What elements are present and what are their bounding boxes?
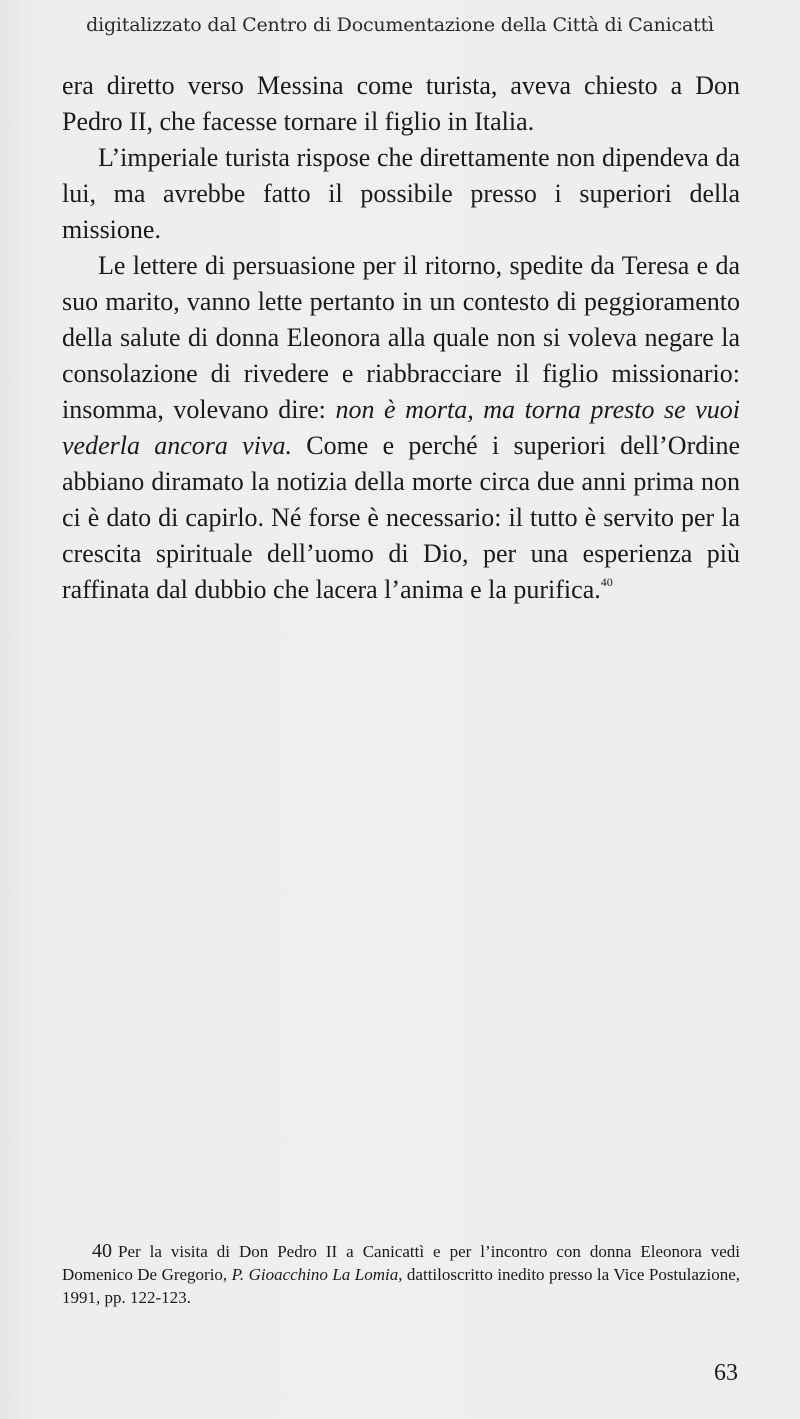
paragraph-3 (62, 248, 740, 608)
footnote-reference: 40 (600, 575, 613, 589)
paragraph-3-text-before: Le lettere di persuasione per il ritorno, spedite da Teresa e da suo marito, vanno lette pertanto in un contesto di peggioramento della salute di donna Eleonora alla quale non si voleva negare la consolazione di rivedere e riabbracciare il figlio missionario: insomma, volevano dire: (62, 251, 740, 424)
footnote-text-before: Per la visita di Don Pedro II a Canicattì e per l’incontro con donna Eleonora vedi Domenico De Gregorio, (62, 1242, 740, 1284)
paragraph-1: era diretto verso Messina come turista, aveva chiesto a Don Pedro II, che facesse tornare il figlio in Italia. (62, 71, 740, 136)
paragraph-2: L’imperiale turista rispose che direttamente non dipendeva da lui, ma avrebbe fatto il possibile presso i superiori della missione. (62, 143, 740, 244)
page-number: 63 (714, 1360, 738, 1386)
footnote-book-title: P. Gioacchino La Lomia, (231, 1265, 403, 1284)
body-text (62, 68, 740, 608)
footnote-40 (62, 1240, 740, 1309)
footnote-number: 40 (92, 1240, 112, 1262)
footnote-text-after: dattiloscritto inedito presso la Vice Postulazione, 1991, pp. 122-123. (62, 1265, 740, 1307)
paragraph-3-italic-quote: non è morta, ma torna presto se vuoi vederla ancora viva. (62, 395, 741, 460)
digitization-watermark: digitalizzato dal Centro di Documentazione della Città di Canicattì (86, 14, 714, 36)
paragraph-3-text-after: Come e perché i superiori dell’Ordine abbiano diramato la notizia della morte circa due anni prima non ci è dato di capirlo. Né forse è necessario: il tutto è servito per la crescita spirituale dell’uomo di Dio, per una esperienza più raffinata dal dubbio che lacera l’anima e la purifica. (62, 431, 740, 604)
